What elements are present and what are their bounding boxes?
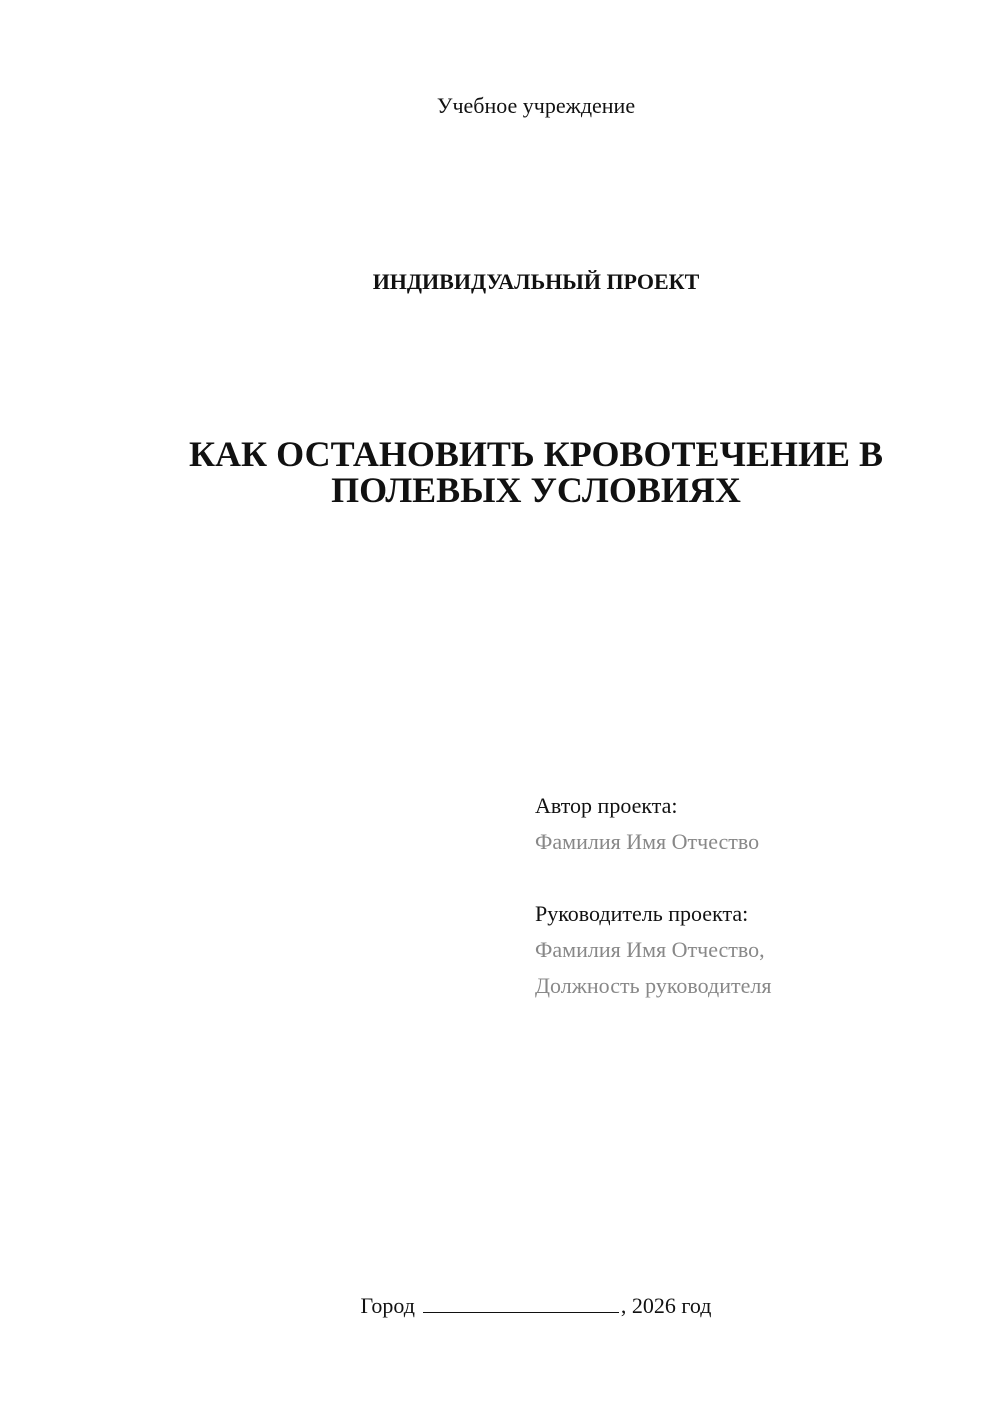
project-title-line-2: ПОЛЕВЫХ УСЛОВИЯХ — [331, 470, 741, 510]
author-name: Фамилия Имя Отчество — [535, 829, 760, 854]
project-title-line-1: КАК ОСТАНОВИТЬ КРОВОТЕЧЕНИЕ В — [188, 434, 884, 474]
info-spacer — [535, 860, 975, 896]
project-info-block — [535, 788, 975, 1004]
institution-name: Учебное учреждение — [436, 93, 636, 118]
city-year-line — [0, 1292, 1000, 1320]
city-label: Город — [360, 1293, 415, 1318]
supervisor-label: Руководитель проекта: — [535, 901, 749, 926]
supervisor-name: Фамилия Имя Отчество, — [535, 937, 765, 962]
project-title — [0, 436, 1000, 508]
supervisor-position: Должность руководителя — [535, 973, 772, 998]
year-text: , 2026 год — [620, 1293, 712, 1318]
city-blank-line — [423, 1292, 619, 1313]
author-label: Автор проекта: — [535, 793, 678, 818]
document-type: ИНДИВИДУАЛЬНЫЙ ПРОЕКТ — [372, 269, 700, 294]
